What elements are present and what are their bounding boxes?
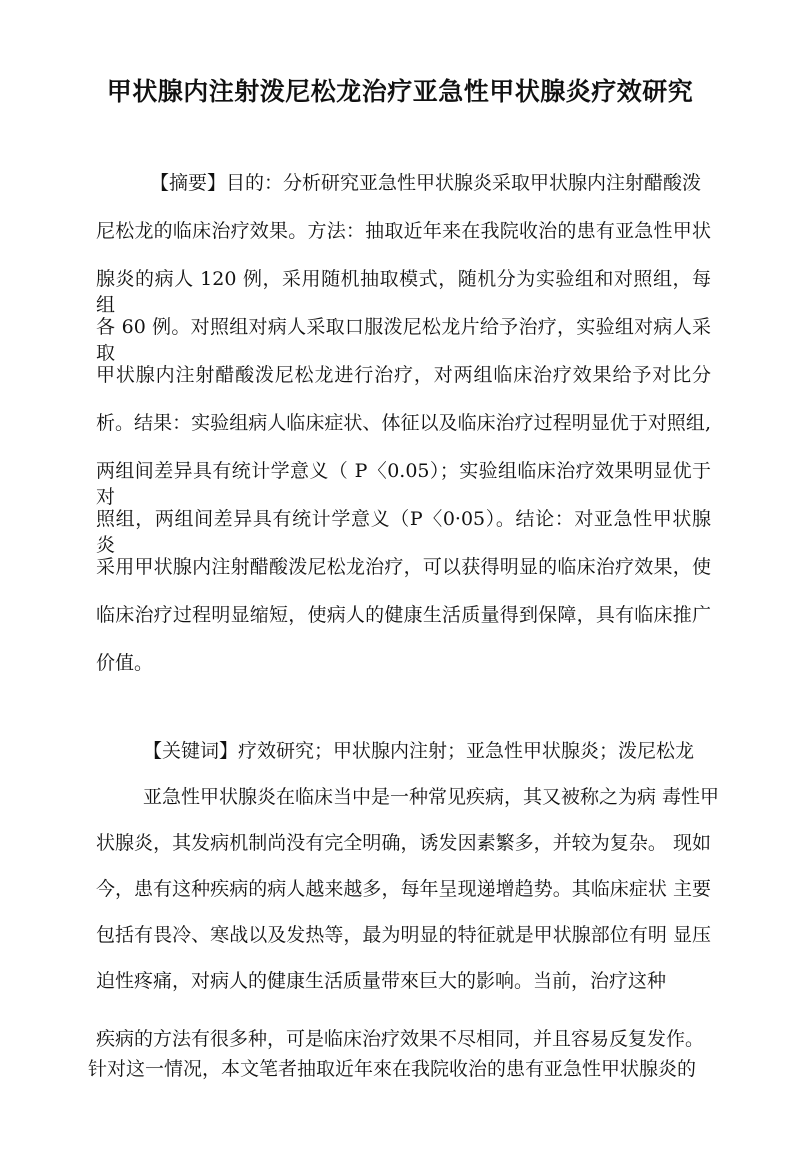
abstract-line-6: 析。结果：实验组病人临床症状、体征以及临床治疗过程明显优于对照组, xyxy=(96,412,711,434)
body-line-5: 迫性疼痛，对病人的健康生活质量带來巨大的影响。当前，治疗这种 xyxy=(96,970,667,992)
abstract-line-3: 腺炎的病人 120 例，采用随机抽取模式，随机分为实验组和对照组，每组 xyxy=(96,268,711,316)
body-line-3: 今，患有这种疾病的病人越来越多，每年呈现递增趋势。其临床症状 主要 xyxy=(96,878,711,900)
abstract-line-4: 各 60 例。对照组对病人采取口服泼尼松龙片给予治疗，实验组对病人采 取 xyxy=(96,316,711,364)
keywords-line: 【关键词】疗效研究；甲状腺内注射；亚急性甲状腺炎；泼尼松龙 xyxy=(143,740,695,762)
abstract-line-9: 采用甲状腺内注射醋酸泼尼松龙治疗，可以获得明显的临床治疗效果，使 xyxy=(96,556,711,578)
abstract-line-1: 【摘要】目的：分析研究亚急性甲状腺炎采取甲状腺内注射醋酸泼 xyxy=(150,172,702,194)
body-line-2: 状腺炎，其发病机制尚没有完全明确，诱发因素繁多，并较为复杂。 现如 xyxy=(96,832,711,854)
body-line-1: 亚急性甲状腺炎在临床当中是一种常见疾病，其又被称之为病 毒性甲 xyxy=(143,786,720,808)
body-line-7: 针对这一情况，本文笔者抽取近年來在我院收治的患有亚急性甲状腺炎的 xyxy=(88,1058,697,1080)
abstract-line-7: 两组间差异具有统计学意义（ P〈0.05）；实验组临床治疗效果明显优于对 xyxy=(96,460,711,508)
abstract-line-10: 临床治疗过程明显缩短，使病人的健康生活质量得到保障，具有临床推广 xyxy=(96,604,711,626)
abstract-line-5: 甲状腺内注射醋酸泼尼松龙进行治疗，对两组临床治疗效果给予对比分 xyxy=(96,364,711,386)
body-line-6: 疾病的方法有很多种，可是临床治疗效果不尽相同，并且容易反复发作。 xyxy=(96,1028,705,1050)
abstract-line-2: 尼松龙的临床治疗效果。方法：抽取近年来在我院收治的患有亚急性甲状 xyxy=(96,220,711,242)
body-line-4: 包括有畏冷、寒战以及发热等，最为明显的特征就是甲状腺部位有明 显压 xyxy=(96,924,711,946)
abstract-line-8: 照组，两组间差异具有统计学意义（P〈0·05）。结论：对亚急性甲状腺炎 xyxy=(96,508,711,556)
abstract-line-11: 价值。 xyxy=(96,652,154,674)
document-title: 甲状腺内注射泼尼松龙治疗亚急性甲状腺炎疗效研究 xyxy=(106,77,694,106)
